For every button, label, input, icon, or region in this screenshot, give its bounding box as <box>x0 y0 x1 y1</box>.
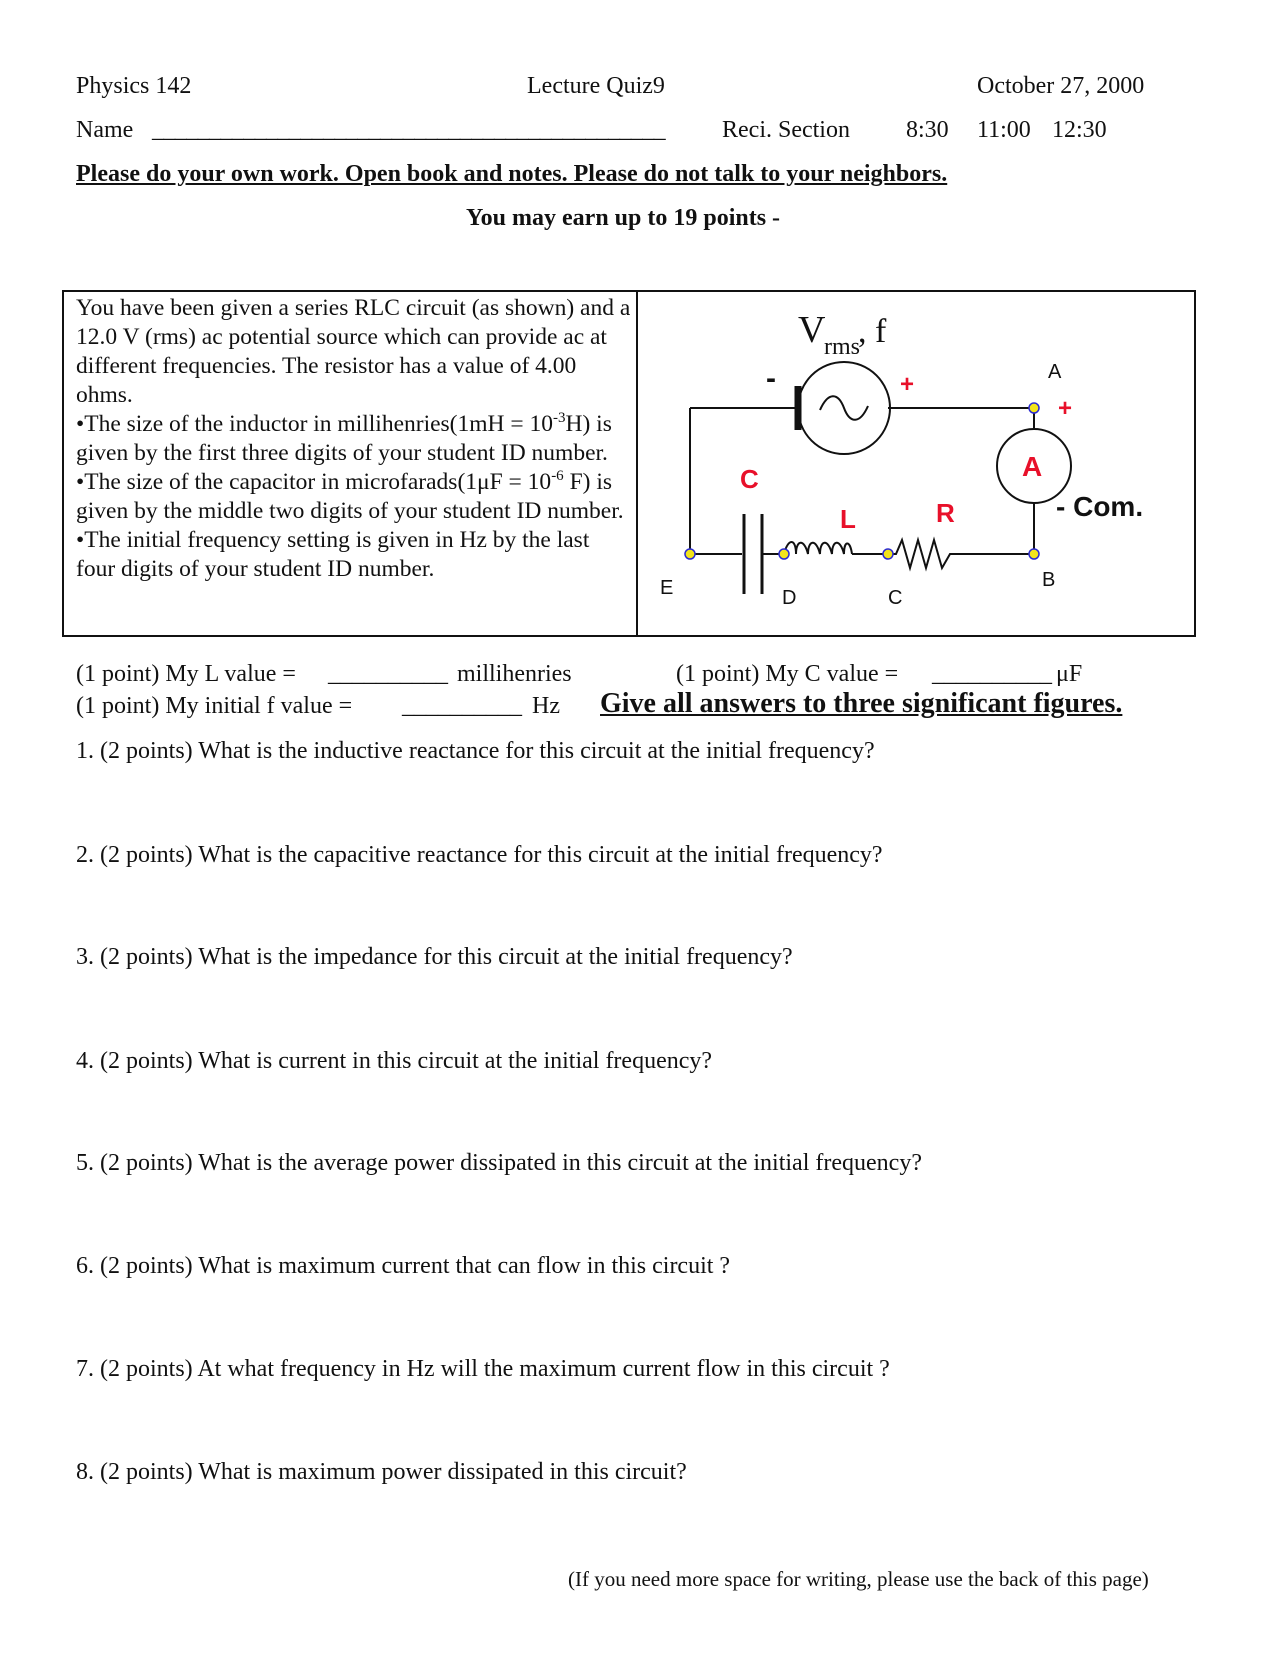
inductor-coil <box>784 542 852 554</box>
course-title: Physics 142 <box>76 73 192 99</box>
question-5: 5. (2 points) What is the average power dissipated in this circuit at the initial frequency? <box>76 1150 922 1176</box>
section-time-2[interactable]: 11:00 <box>977 117 1031 143</box>
node-c <box>883 549 893 559</box>
question-8: 8. (2 points) What is maximum power dissipated in this circuit? <box>76 1459 687 1485</box>
name-blank[interactable]: _____________________________________________ <box>152 117 666 143</box>
source-minus-sign: - <box>766 362 776 395</box>
capacitor-label: C <box>740 464 759 494</box>
quiz-date: October 27, 2000 <box>977 73 1145 99</box>
capacitor-rule-exponent: -6 <box>551 468 564 485</box>
footer-note: (If you need more space for writing, please use the back of this page) <box>568 1567 1149 1591</box>
node-d-label: D <box>782 587 797 609</box>
question-2: 2. (2 points) What is the capacitive reactance for this circuit at the initial frequency? <box>76 842 883 868</box>
question-6: 6. (2 points) What is maximum current that can flow in this circuit ? <box>76 1253 731 1279</box>
f-value-label: (1 point) My initial f value = <box>76 693 353 719</box>
inductor-rule-text-b: H) is given by the first three digits of your student ID number. <box>76 411 612 466</box>
c-value-blank[interactable]: __________ <box>932 661 1052 687</box>
question-7: 7. (2 points) At what frequency in Hz will the maximum current flow in this circuit ? <box>76 1356 890 1382</box>
sine-wave-icon <box>820 396 868 420</box>
question-3: 3. (2 points) What is the impedance for this circuit at the initial frequency? <box>76 944 793 970</box>
common-terminal-label: - Com. <box>1056 491 1144 522</box>
inductor-rule <box>76 410 632 468</box>
question-1: 1. (2 points) What is the inductive reactance for this circuit at the initial frequency? <box>76 738 875 764</box>
section-label: Reci. Section <box>722 117 850 143</box>
section-time-1[interactable]: 8:30 <box>906 117 949 143</box>
l-value-blank[interactable]: __________ <box>328 661 448 687</box>
inductor-rule-text-a: •The size of the inductor in millihenries(1mH = 10 <box>76 411 554 437</box>
node-a <box>1029 403 1039 413</box>
source-label-sub: rms <box>824 334 860 360</box>
resistor-label: R <box>936 498 955 528</box>
significant-figures-note: Give all answers to three significant figures. <box>600 688 1123 719</box>
capacitor-rule-text-b: F) is given by the middle two digits of your student ID number. <box>76 469 624 524</box>
rlc-circuit-diagram <box>638 292 1194 635</box>
node-b <box>1029 549 1039 559</box>
ammeter-label: A <box>1022 451 1043 482</box>
quiz-title: Lecture Quiz9 <box>527 73 665 99</box>
node-a-label: A <box>1048 361 1062 383</box>
l-value-label: (1 point) My L value = <box>76 661 296 687</box>
c-value-label: (1 point) My C value = <box>676 661 899 687</box>
capacitor-rule-text-a: •The size of the capacitor in microfarads(1μF = 10 <box>76 469 552 495</box>
instructions: Please do your own work. Open book and notes. Please do not talk to your neighbors. <box>76 161 948 187</box>
inductor-label: L <box>840 504 856 534</box>
resistor-zigzag <box>888 540 1034 568</box>
question-4: 4. (2 points) What is current in this circuit at the initial frequency? <box>76 1048 713 1074</box>
problem-intro: You have been given a series RLC circuit (as shown) and a 12.0 V (rms) ac potential source which can provide ac at different frequencies. The resistor has a value of 4.00 ohms. <box>76 295 631 408</box>
node-b-label: B <box>1042 569 1056 591</box>
node-e-label: E <box>660 577 674 599</box>
node-d <box>779 549 789 559</box>
inductor-rule-exponent: -3 <box>553 410 566 427</box>
source-label-f: , f <box>858 313 887 350</box>
c-value-unit: μF <box>1056 661 1083 687</box>
source-label-v: V <box>798 309 826 351</box>
f-value-unit: Hz <box>532 693 560 719</box>
frequency-rule: •The initial frequency setting is given in Hz by the last four digits of your student ID number. <box>76 527 590 582</box>
l-value-unit: millihenries <box>457 661 572 687</box>
ammeter-plus-sign: + <box>1058 395 1073 422</box>
capacitor-rule <box>76 468 632 526</box>
name-label: Name <box>76 117 134 143</box>
node-c-label: C <box>888 587 903 609</box>
node-e <box>685 549 695 559</box>
source-plus-sign: + <box>900 371 915 398</box>
points-note: You may earn up to 19 points - <box>466 205 781 231</box>
f-value-blank[interactable]: __________ <box>402 693 522 719</box>
problem-description <box>76 294 632 584</box>
section-time-3[interactable]: 12:30 <box>1052 117 1107 143</box>
